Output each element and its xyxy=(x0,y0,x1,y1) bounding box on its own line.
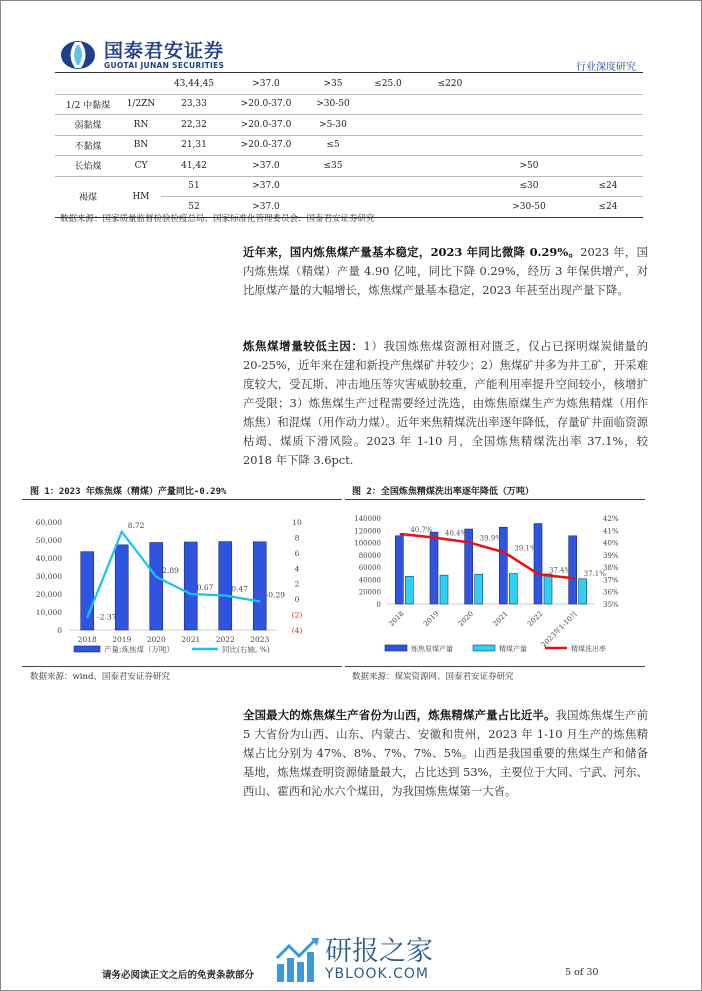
table-cell: >50 xyxy=(485,156,573,177)
table-cell: ≤24 xyxy=(573,197,643,218)
y-right-tick: 10 xyxy=(292,518,302,527)
table-cell xyxy=(415,197,485,218)
figure-2-chart xyxy=(345,502,645,662)
table-cell: >5-30 xyxy=(305,115,361,136)
table-cell: 43,44,45 xyxy=(161,74,227,94)
line-wash-rate-point xyxy=(538,574,540,576)
table-cell xyxy=(415,115,485,136)
table-cell: >20.0-37.0 xyxy=(227,135,305,156)
table-cell: ≤25.0 xyxy=(361,74,415,94)
table-cell xyxy=(415,176,485,197)
paragraph-1-lead: 近年来，国内炼焦煤产量基本稳定，2023 年同比微降 0.29%。 xyxy=(243,245,581,259)
paragraph-2-lead: 炼焦煤增量较低主因： xyxy=(243,339,364,353)
y-left-tick: 60,000 xyxy=(35,518,62,527)
data-label: -2.37 xyxy=(97,612,117,622)
table-cell xyxy=(485,115,573,136)
table-cell: BN xyxy=(121,135,161,156)
bar-production xyxy=(115,545,128,630)
y-right-tick: 2 xyxy=(294,579,300,589)
table-cell: 长焰煤 xyxy=(55,156,121,177)
legend-label-yoy: 同比(右轴, %) xyxy=(222,645,270,654)
table-cell xyxy=(121,74,161,94)
table-cell xyxy=(573,94,643,115)
y-right-tick: 4 xyxy=(294,564,300,574)
table-cell xyxy=(361,94,415,115)
watermark-en: YBLOOK.COM xyxy=(325,966,430,982)
y-left-tick: 30,000 xyxy=(35,572,62,581)
y-right-tick: 42% xyxy=(603,515,619,523)
table-cell xyxy=(361,176,415,197)
table-row xyxy=(55,156,643,177)
data-label: 0.47 xyxy=(231,584,248,594)
table-cell: >37.0 xyxy=(227,74,305,94)
legend-label-production: 产量:炼焦煤（万吨） xyxy=(104,645,175,654)
bar-production xyxy=(184,542,197,630)
table-cell xyxy=(55,74,121,94)
y-left-tick: 40,000 xyxy=(35,554,62,563)
table-cell xyxy=(573,135,643,156)
figure-2-source: 数据来源：煤炭资源网、国泰君安证券研究 xyxy=(352,672,514,682)
table-cell: >37.0 xyxy=(227,197,305,218)
x-tick-label: 2020 xyxy=(146,635,166,644)
bar-production xyxy=(219,542,232,630)
data-label: 8.72 xyxy=(127,520,145,530)
coal-spec-table xyxy=(55,74,643,218)
line-yoy-point xyxy=(86,617,88,619)
y-right-tick: 0 xyxy=(294,595,300,605)
table-cell: 1/2 中黏煤 xyxy=(55,94,121,115)
figure-1-source: 数据来源：wind、国泰君安证券研究 xyxy=(30,672,170,682)
line-yoy-point xyxy=(121,531,123,533)
table-cell: ≤30 xyxy=(485,176,573,197)
table-cell: 23,33 xyxy=(161,94,227,115)
y-right-tick: 35% xyxy=(603,601,619,609)
data-label: 39.1% xyxy=(514,544,537,553)
table-cell: 1/2ZN xyxy=(121,94,161,115)
paragraph-1-body: 2023 年，国内炼焦煤（精煤）产量 4.90 亿吨，同比下降 0.29%，经历 3 年保供增产，对比原煤产量的大幅增长，炼焦煤产量基本稳定，2023 年甚至出现产量下降。 xyxy=(243,245,649,297)
bar-production xyxy=(253,542,266,630)
y-left-tick: 120000 xyxy=(354,527,381,536)
data-label: 39.9% xyxy=(479,534,502,543)
line-yoy-point xyxy=(155,576,157,578)
table-cell xyxy=(361,156,415,177)
legend-label-clean: 精煤产量 xyxy=(499,645,527,653)
x-tick-label: 2019 xyxy=(422,609,441,629)
line-wash-rate-point xyxy=(573,577,575,579)
table-source: 数据来源：国家质量监督检验检疫总局、国家标准化管理委员会、国泰君安证券研究 xyxy=(60,214,375,224)
table-row xyxy=(55,176,643,197)
table-cell: CY xyxy=(121,156,161,177)
line-yoy-point xyxy=(259,601,261,603)
data-label: -0.29 xyxy=(265,590,285,600)
y-left-tick: 20,000 xyxy=(35,590,62,599)
table-cell xyxy=(361,115,415,136)
paragraph-3-lead: 全国最大的炼焦煤生产省份为山西，炼焦精煤产量占比近半。 xyxy=(243,708,556,722)
bar-raw-coal xyxy=(534,524,542,604)
table-cell: ≤220 xyxy=(415,74,485,94)
x-tick-label: 2018 xyxy=(387,609,406,629)
y-left-tick: 60000 xyxy=(358,564,381,573)
bar-clean-coal xyxy=(405,576,413,604)
line-wash-rate-point xyxy=(504,552,506,554)
table-cell: >35 xyxy=(305,74,361,94)
figure-1-chart xyxy=(22,502,342,662)
line-yoy-point xyxy=(224,595,226,597)
table-cell: 41,42 xyxy=(161,156,227,177)
y-right-tick: 8 xyxy=(294,533,300,543)
y-right-tick: 38% xyxy=(603,564,619,573)
report-type: 行业深度研究 xyxy=(576,62,636,73)
bar-raw-coal xyxy=(395,536,403,604)
table-cell xyxy=(415,156,485,177)
y-left-tick: 140000 xyxy=(354,515,381,523)
x-tick-label: 2021 xyxy=(491,609,510,629)
y-left-tick: 0 xyxy=(376,601,381,609)
table-cell xyxy=(573,156,643,177)
logo-en: GUOTAI JUNAN SECURITIES xyxy=(104,60,225,70)
logo-cn: 国泰君安证券 xyxy=(104,39,225,62)
x-tick-label: 2020 xyxy=(456,609,476,629)
paragraph-3-body: 我国炼焦煤生产前 5 大省份为山西、山东、内蒙古、安徽和贵州，2023 年 1-10 月生产的炼焦精煤占比分别为 47%、8%、7%、7%、5%。山西是我国重要的焦煤生产和储备基地，炼焦煤查明资源储量最大，占比达到 53%，主要位于大同、宁武、河东、 西山、霍西和沁水六个煤田，为我国炼焦煤第一大省。 xyxy=(243,708,648,798)
bar-clean-coal xyxy=(475,574,483,604)
table-cell: 21,31 xyxy=(161,135,227,156)
x-tick-label: 2023 xyxy=(250,635,270,644)
table-cell: ≤24 xyxy=(573,176,643,197)
figure-1-bottom-rule xyxy=(22,666,342,667)
footer-disclaimer[interactable]: 请务必阅读正文之后的免责条款部分 xyxy=(102,970,255,981)
table-cell xyxy=(485,135,573,156)
y-left-tick: 20000 xyxy=(358,588,381,597)
table-cell xyxy=(485,74,573,94)
y-left-tick: 40000 xyxy=(358,576,381,585)
paragraph-2-body: 1）我国炼焦煤资源相对匮乏，仅占已探明煤炭储量的 20-25%，近年来在建和新投产焦煤矿井较少；2）焦煤矿井多为井工矿，开采难度较大，受瓦斯、冲击地压等灾害威胁较重，产能利用率提升空间较小，核增扩产受限；3）炼焦煤生产过程需要经过洗选，由炼焦原煤生产为炼焦精煤（用作炼焦）和混煤（用作动力煤）。近年来焦精煤洗出率逐年降低，存量矿井面临资源枯竭、煤质下滑风险。2023 年 1-10 月，全国炼焦精煤洗出率 37.1%，较 2018 年下降 3.6pct. xyxy=(243,339,648,467)
y-right-tick: 6 xyxy=(294,548,300,558)
line-yoy-point xyxy=(190,593,192,595)
table-cell xyxy=(573,115,643,136)
figure-2-title: 图 2：全国炼焦精煤洗出率逐年降低（万吨） xyxy=(352,487,534,497)
table-cell xyxy=(573,74,643,94)
y-right-tick: (4) xyxy=(291,626,303,635)
paragraph-1 xyxy=(243,243,648,300)
bar-production xyxy=(81,552,94,630)
table-row xyxy=(55,115,643,136)
y-right-tick: (2) xyxy=(291,610,303,620)
table-cell: >30-50 xyxy=(485,197,573,218)
legend-swatch-production xyxy=(74,646,100,652)
table-cell: 52 xyxy=(161,197,227,218)
y-right-tick: 40% xyxy=(603,539,619,548)
line-wash-rate-point xyxy=(434,537,436,539)
figure-1-top-rule xyxy=(22,499,342,500)
table-cell xyxy=(415,135,485,156)
bar-clean-coal xyxy=(509,574,517,604)
x-tick-label: 2019 xyxy=(112,635,132,644)
table-cell: 褐煤 xyxy=(55,176,121,217)
watermark-cn: 研报之家 xyxy=(325,936,433,967)
paragraph-3 xyxy=(243,706,648,801)
table-row xyxy=(55,135,643,156)
y-left-tick: 10,000 xyxy=(35,608,62,617)
x-tick-label: 2022 xyxy=(526,609,545,629)
x-tick-label: 2021 xyxy=(181,635,201,644)
bar-clean-coal xyxy=(544,574,552,604)
y-left-tick: 100000 xyxy=(354,539,381,548)
watermark-chart-icon xyxy=(275,936,321,982)
bar-production xyxy=(150,543,163,630)
paragraph-2 xyxy=(243,337,648,470)
bar-raw-coal xyxy=(430,532,438,604)
bar-raw-coal xyxy=(465,529,473,604)
table-cell xyxy=(305,176,361,197)
table-row xyxy=(55,94,643,115)
page-number: 5 of 30 xyxy=(565,967,599,978)
table-row xyxy=(55,74,643,94)
legend-label-raw: 炼焦原煤产量 xyxy=(411,645,453,653)
y-left-tick: 0 xyxy=(57,626,62,635)
data-label: 37.1% xyxy=(583,570,606,579)
table-cell: ≤5 xyxy=(305,135,361,156)
figure-2-top-rule xyxy=(345,499,645,500)
table-cell xyxy=(415,94,485,115)
header-divider xyxy=(55,72,643,73)
table-cell: >20.0-37.0 xyxy=(227,115,305,136)
bar-clean-coal xyxy=(440,575,448,604)
company-logo xyxy=(60,40,224,70)
line-wash-rate-point xyxy=(469,542,471,544)
x-tick-label: 2023年1-10月 xyxy=(539,609,580,650)
table-cell: 弱黏煤 xyxy=(55,115,121,136)
table-cell: >20.0-37.0 xyxy=(227,94,305,115)
legend-swatch-clean xyxy=(473,645,495,651)
y-right-tick: 36% xyxy=(603,588,619,597)
data-label: 37.4% xyxy=(549,566,572,575)
legend-swatch-raw xyxy=(385,645,407,651)
figure-1-title: 图 1：2023 年炼焦煤（精煤）产量同比-0.29% xyxy=(30,487,227,497)
table-cell: >37.0 xyxy=(227,156,305,177)
data-label: 2.89 xyxy=(162,565,179,575)
y-left-tick: 80000 xyxy=(358,551,381,560)
y-left-tick: 50,000 xyxy=(35,536,62,545)
table-cell xyxy=(361,135,415,156)
table-cell: ≤35 xyxy=(305,156,361,177)
logo-mark-icon xyxy=(60,40,96,70)
data-label: 40.4% xyxy=(445,529,468,538)
legend-label-rate: 精煤洗出率 xyxy=(571,645,606,653)
figure-2-bottom-rule xyxy=(345,666,645,667)
y-right-tick: 37% xyxy=(603,576,619,585)
table-cell: RN xyxy=(121,115,161,136)
data-label: 0.67 xyxy=(196,582,214,592)
x-tick-label: 2022 xyxy=(215,635,235,644)
y-right-tick: 41% xyxy=(603,527,619,536)
watermark xyxy=(275,936,433,982)
table-cell xyxy=(485,94,573,115)
table-cell: 不黏煤 xyxy=(55,135,121,156)
table-cell: >30-50 xyxy=(305,94,361,115)
table-cell: 51 xyxy=(161,176,227,197)
line-wash-rate-point xyxy=(400,533,402,535)
y-right-tick: 39% xyxy=(603,551,619,560)
bar-clean-coal xyxy=(579,579,587,604)
data-label: 40.7% xyxy=(410,525,433,534)
table-cell: >37.0 xyxy=(227,176,305,197)
table-cell: HM xyxy=(121,176,161,217)
x-tick-label: 2018 xyxy=(77,635,97,644)
table-cell: 22,32 xyxy=(161,115,227,136)
